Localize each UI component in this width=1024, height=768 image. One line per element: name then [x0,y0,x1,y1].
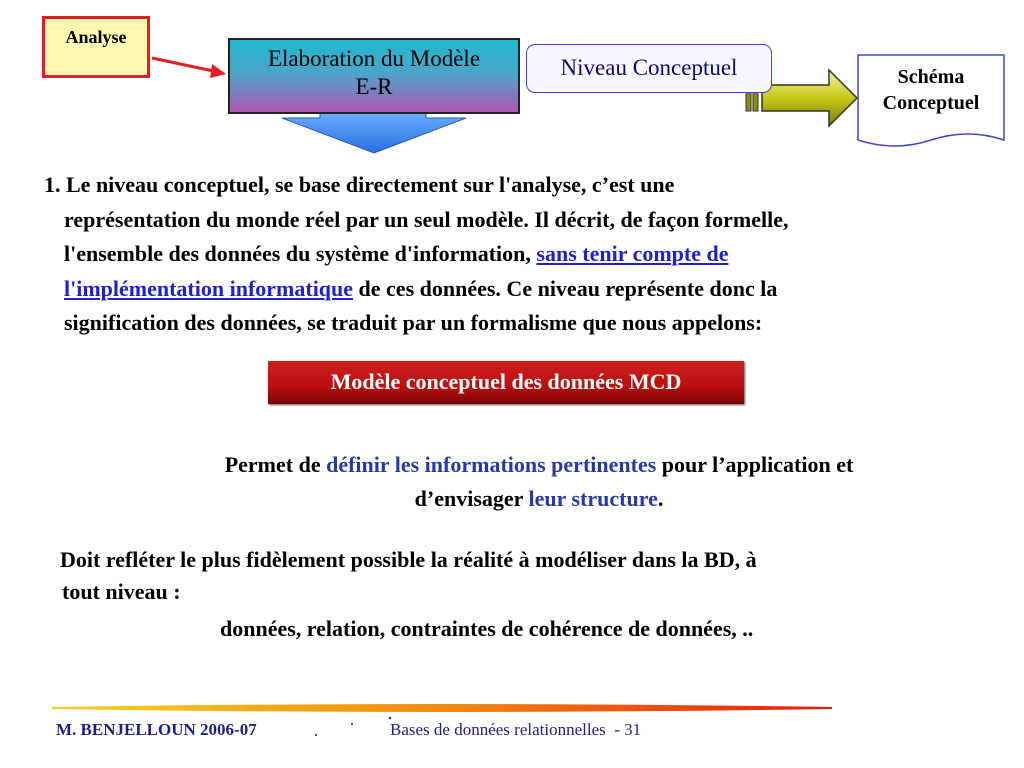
footer-author: M. BENJELLOUN 2006-07 [56,720,257,739]
doit-line1: Doit refléter le plus fidèlement possible la réalité à modéliser dans la BD, à [60,547,757,572]
doit-sub-statement [220,613,920,645]
footer-course: Bases de données relationnelles - 31 [390,720,642,739]
schema-line1: Schéma [897,66,965,88]
paragraph-niveau-conceptuel [44,168,1004,341]
elaboration-line1: Elaboration du Modèle [267,46,481,71]
footer-dot [389,717,391,719]
permet-text: Permet de [224,452,327,477]
paragraph-line: 1. Le niveau conceptuel, se base directement sur l'analyse, c’est une [44,172,675,197]
permet-highlight: leur structure [528,486,658,511]
schema-line2: Conceptuel [882,92,980,114]
permet-text: d’envisager [414,486,529,511]
paragraph-text: de ces données. Ce niveau représente donc la [353,275,778,301]
paragraph-line: représentation du monde réel par un seul modèle. Il décrit, de façon formelle, [64,206,789,232]
footer-dot [315,734,317,736]
doit-line2: tout niveau : [62,579,181,604]
permet-text: . [657,486,664,511]
analyse-arrow-icon [152,58,226,78]
mcd-banner [268,361,744,404]
paragraph-line [44,272,1004,307]
permet-highlight: définir les informations pertinentes [326,452,657,477]
doit-line3: données, relation, contraintes de cohérence de données, .. [220,616,754,641]
permet-statement [104,448,974,516]
footer-divider [52,705,832,711]
footer-dot [351,723,353,725]
paragraph-line: signification des données, se traduit par un formalisme que nous appelons: [64,310,763,335]
niveau-label: Niveau Conceptuel [560,55,738,80]
analyse-box [42,16,150,78]
niveau-conceptuel-box [526,44,772,93]
paragraph-text: l'ensemble des données du système d'information, [64,241,537,266]
analyse-label: Analyse [65,27,127,47]
schema-conceptuel-box [858,55,1004,149]
down-arrow-icon [282,112,466,153]
paragraph-line [44,237,1004,272]
doit-statement [60,544,1000,608]
mcd-label: Modèle conceptuel des données MCD [330,369,682,394]
link-sans-tenir-compte[interactable]: sans tenir compte de [536,241,729,266]
link-implementation-informatique[interactable]: l'implémentation informatique [64,275,354,301]
elaboration-line2: E-R [355,74,393,99]
elaboration-box [228,38,520,114]
permet-text: pour l’application et [656,452,854,477]
